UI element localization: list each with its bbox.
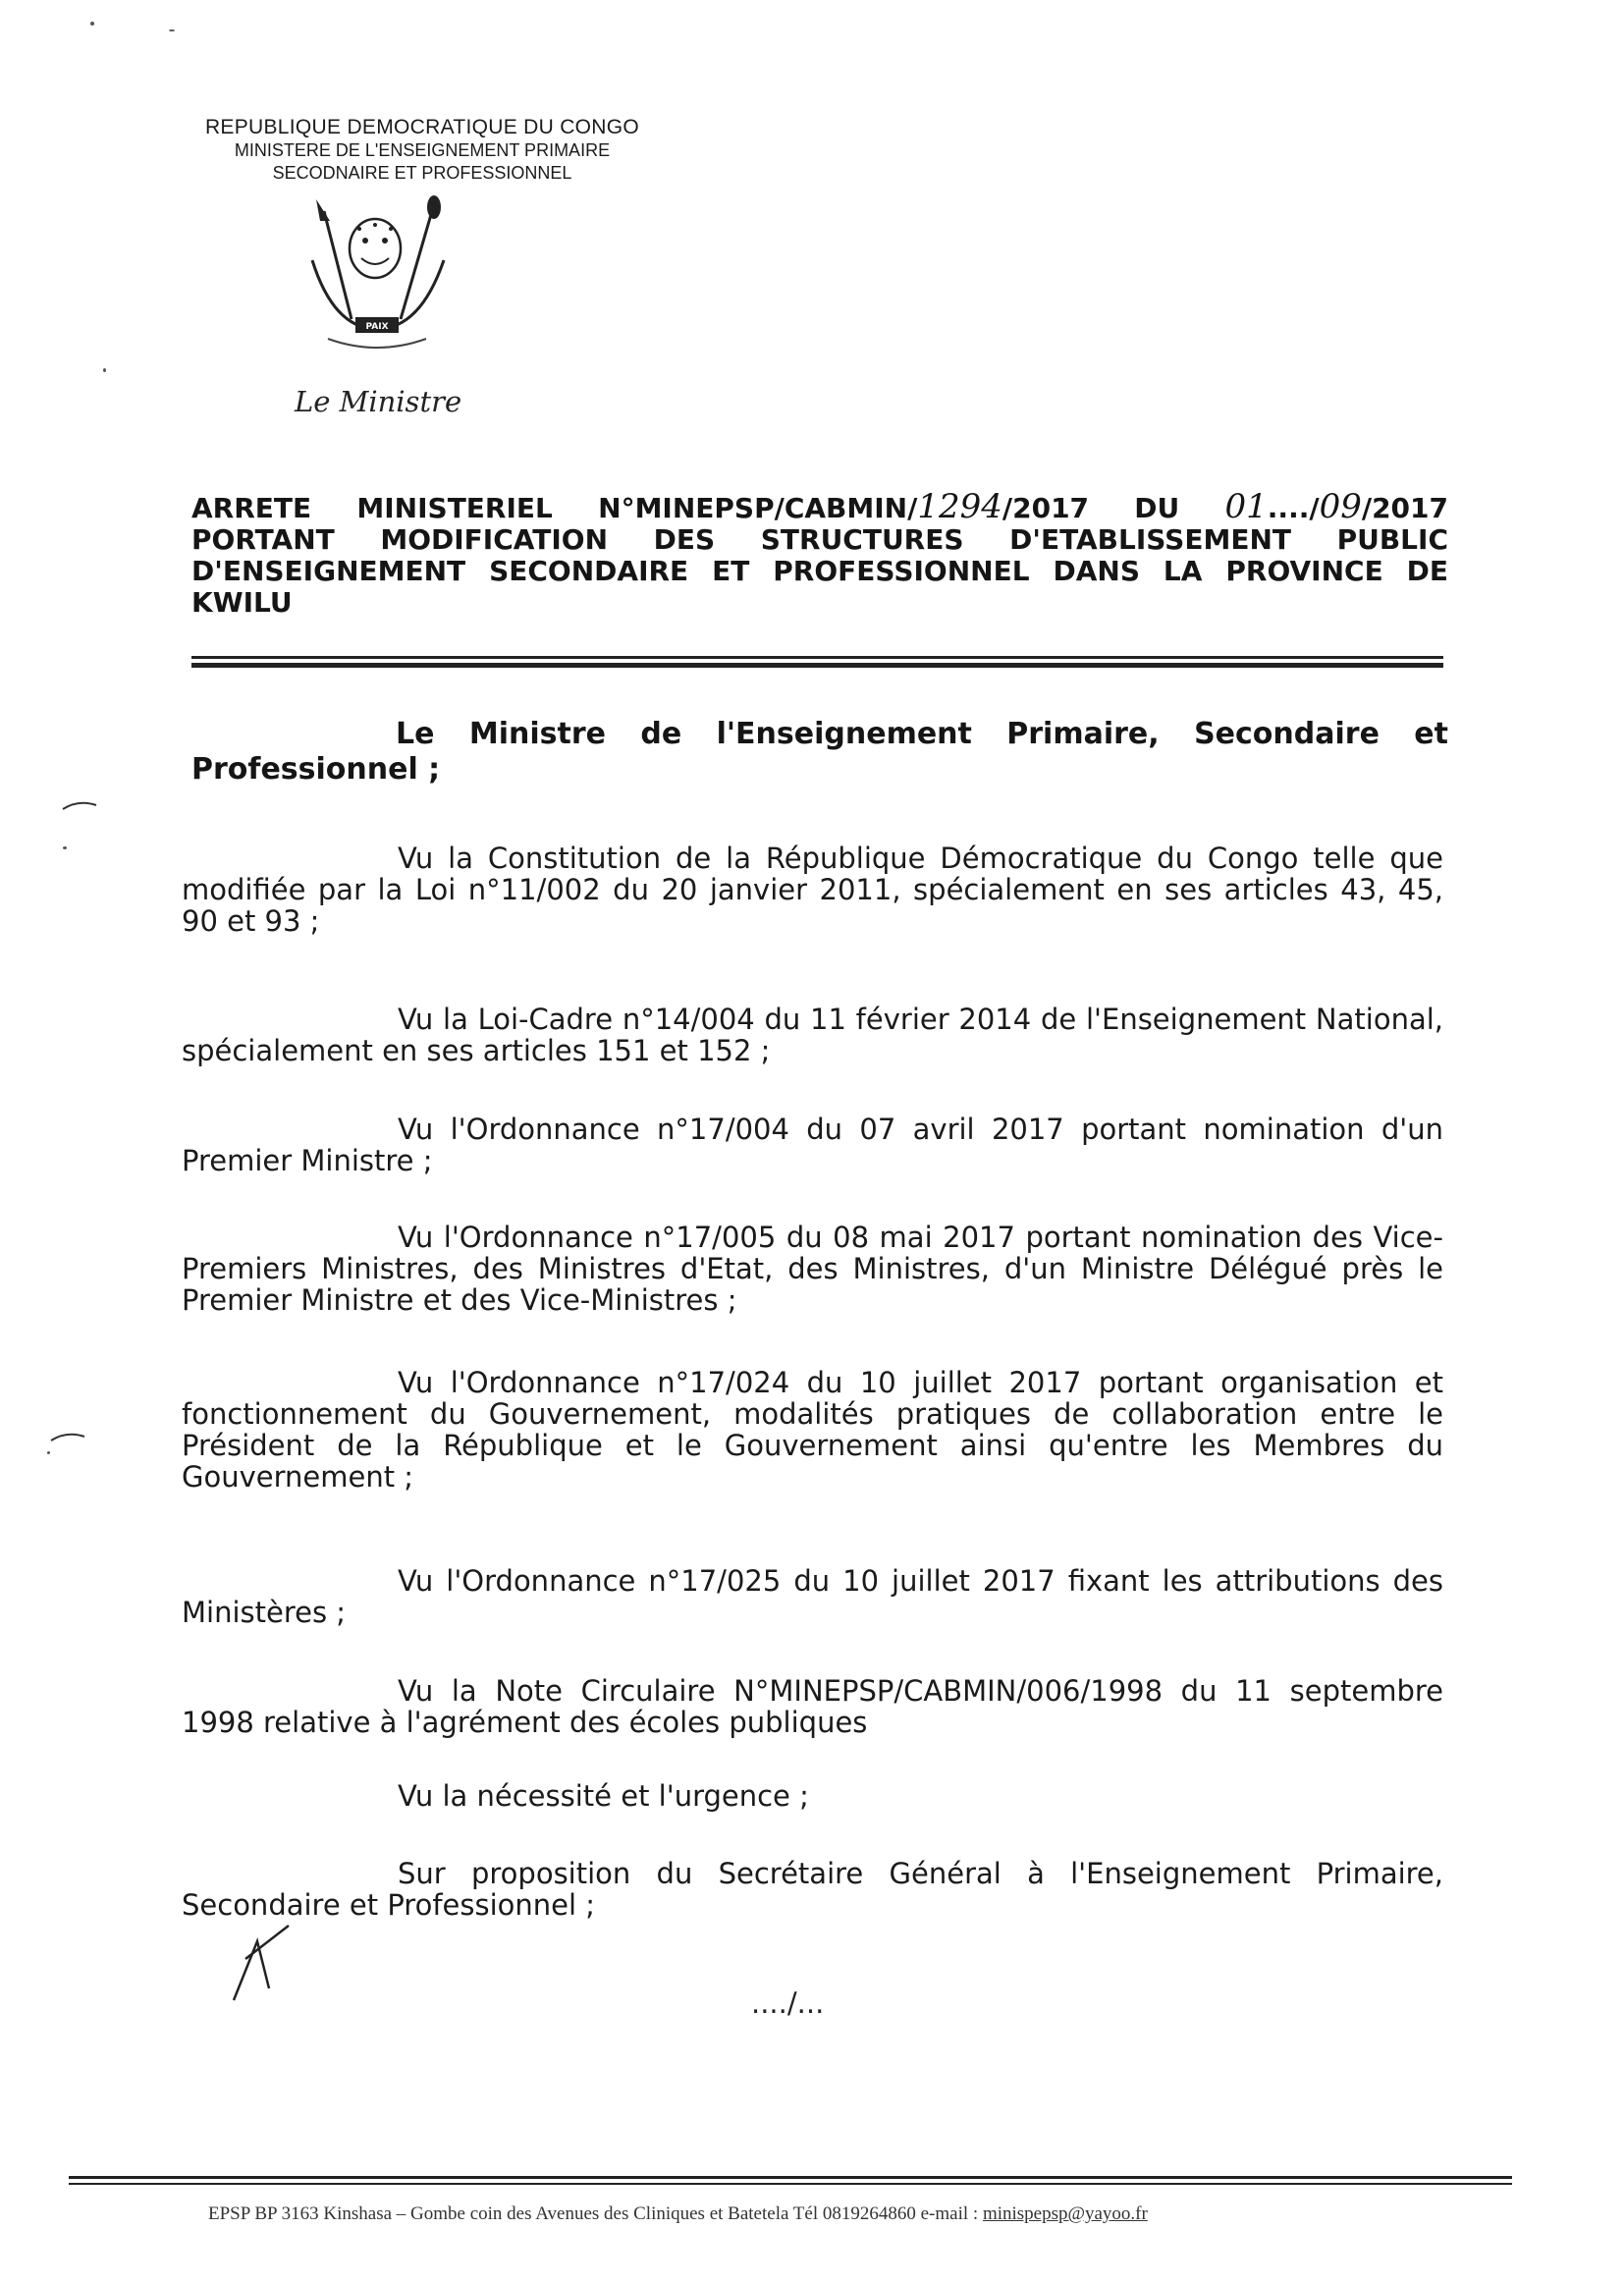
footer-address-text: EPSP BP 3163 Kinshasa – Gombe coin des Avenues des Cliniques et Batetela Tél 0819264860 e-mail : [208, 2203, 983, 2224]
intro-minister-line: Le Ministre de l'Enseignement Primaire, Secondaire et Professionnel ; [191, 717, 1448, 787]
scan-mark [61, 797, 100, 813]
decree-title [191, 487, 1448, 619]
letterhead-ministry-line1: MINISTERE DE L'ENSEIGNEMENT PRIMAIRE [234, 140, 611, 160]
decree-title-sep: ..../ [1267, 492, 1320, 524]
scan-speck [47, 1451, 50, 1454]
handwritten-day: 01 [1224, 487, 1268, 526]
page-continuation-mark: ..../... [751, 1986, 825, 2020]
paragraph-note-circulaire: Vu la Note Circulaire N°MINEPSP/CABMIN/006/1998 du 11 septembre 1998 relative à l'agrément des écoles publiques [182, 1674, 1443, 1739]
paragraph-necessite: Vu la nécessité et l'urgence ; [398, 1779, 809, 1813]
scan-speck [63, 846, 67, 849]
decree-title-part3: /2017 PORTANT MODIFICATION DES STRUCTURES D'ETABLISSEMENT PUBLIC D'ENSEIGNEMENT SECONDAIRE ET PROFESSIONNEL DANS LA PROVINCE DE KWILU [191, 492, 1448, 619]
scan-speck [90, 22, 94, 26]
footer-address [208, 2203, 1148, 2225]
title-double-rule [191, 656, 1443, 659]
scan-speck [169, 29, 175, 31]
title-double-rule [191, 663, 1443, 668]
footer-rule [69, 2183, 1512, 2185]
paragraph-ordonnance-17-024: Vu l'Ordonnance n°17/024 du 10 juillet 2017 portant organisation et fonctionnement du Gouvernement, modalités pratiques de collaboration entre le Président de la République et le Gouvernement ainsi qu'entre les Membres du Gouvernement ; [182, 1366, 1443, 1494]
coat-of-arms-emblem [295, 191, 461, 358]
footer-email: minispepsp@yayoo.fr [982, 2203, 1148, 2224]
scan-speck [103, 368, 106, 372]
handwritten-initials [224, 1920, 302, 2008]
handwritten-decree-number: 1294 [917, 487, 1002, 526]
letterhead [147, 116, 697, 185]
paragraph-proposition: Sur proposition du Secrétaire Général à l'Enseignement Primaire, Secondaire et Professionnel ; [182, 1857, 1443, 1922]
paragraph-loi-cadre: Vu la Loi-Cadre n°14/004 du 11 février 2014 de l'Enseignement National, spécialement en ses articles 151 et 152 ; [182, 1003, 1443, 1067]
minister-label: Le Ministre [295, 385, 462, 418]
decree-title-part2: /2017 DU [1001, 492, 1225, 524]
paragraph-ordonnance-17-005: Vu l'Ordonnance n°17/005 du 08 mai 2017 portant nomination des Vice-Premiers Ministres, des Ministres d'Etat, des Ministres, d'un Ministre Délégué près le Premier Ministre et des Vice-Ministres ; [182, 1221, 1443, 1317]
paragraph-ordonnance-17-004: Vu l'Ordonnance n°17/004 du 07 avril 2017 portant nomination d'un Premier Ministre ; [182, 1113, 1443, 1177]
scan-mark [49, 1429, 88, 1444]
letterhead-country: REPUBLIQUE DEMOCRATIQUE DU CONGO [204, 116, 640, 138]
decree-title-part1: ARRETE MINISTERIEL N°MINEPSP/CABMIN/ [191, 492, 918, 524]
handwritten-month: 09 [1319, 487, 1362, 526]
footer-rule [69, 2176, 1512, 2179]
paragraph-ordonnance-17-025: Vu l'Ordonnance n°17/025 du 10 juillet 2017 fixant les attributions des Ministères ; [182, 1564, 1443, 1629]
letterhead-ministry-line2: SECODNAIRE ET PROFESSIONNEL [272, 163, 572, 183]
paragraph-constitution: Vu la Constitution de la République Démocratique du Congo telle que modifiée par la Loi n°11/002 du 20 janvier 2011, spécialement en ses articles 43, 45, 90 et 93 ; [182, 842, 1443, 938]
svg-text:PAIX: PAIX [365, 322, 389, 332]
